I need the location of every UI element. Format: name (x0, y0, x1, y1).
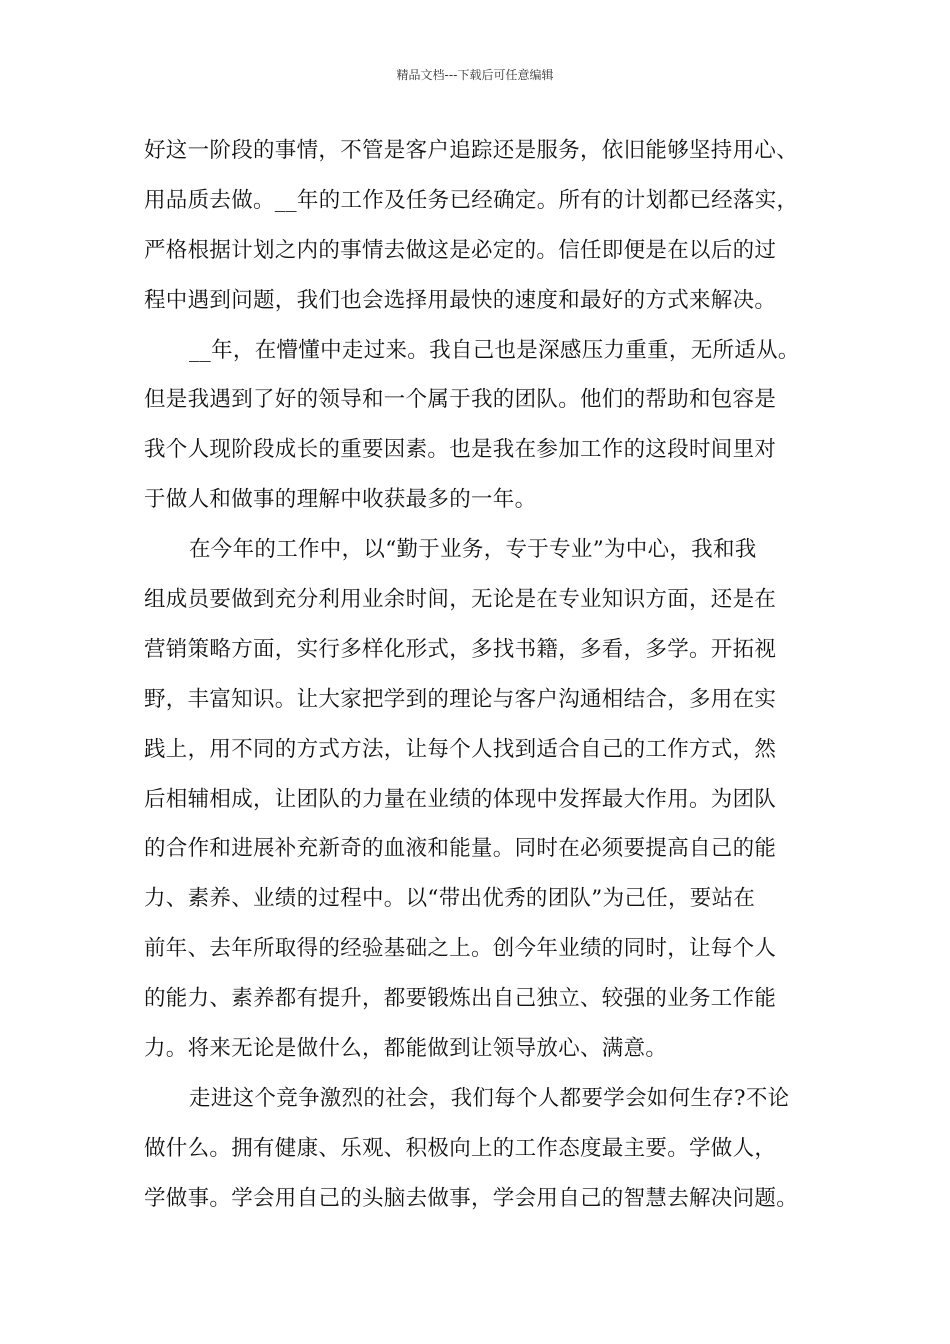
text-line: 程中遇到问题，我们也会选择用最快的速度和最好的方式来解决。 (144, 287, 777, 313)
page-header: 精品文档---下载后可任意编辑 (396, 68, 554, 82)
text-line: 好这一阶段的事情，不管是客户追踪还是服务，依旧能够坚持用心、 (144, 138, 799, 163)
text-line: 但是我遇到了好的领导和一个属于我的团队。他们的帮助和包容是 (144, 387, 777, 413)
text-line: 于做人和做事的理解中收获最多的一年。 (144, 487, 537, 513)
text-line: 力、素养、业绩的过程中。以“带出优秀的团队”为己任，要站在 (144, 886, 756, 912)
text-line: 的合作和进展补充新奇的血液和能量。同时在必须要提高自己的能 (144, 836, 777, 862)
text-line: 后相辅相成，让团队的力量在业绩的体现中发挥最大作用。为团队 (144, 786, 777, 812)
text-line: 前年、去年所取得的经验基础之上。创今年业绩的同时，让每个人 (144, 936, 777, 962)
text-line: 组成员要做到充分利用业余时间，无论是在专业知识方面，还是在 (144, 587, 777, 613)
text-line: 在今年的工作中，以“勤于业务，专于专业”为中心，我和我 (189, 537, 757, 563)
text-line: __年，在懵懂中走过来。我自己也是深感压力重重，无所适从。 (189, 337, 800, 363)
text-line: 学做事。学会用自己的头脑去做事，学会用自己的智慧去解决问题。 (144, 1185, 799, 1211)
text-line: 力。将来无论是做什么，都能做到让领导放心、满意。 (144, 1036, 668, 1062)
text-line: 践上，用不同的方式方法，让每个人找到适合自己的工作方式，然 (144, 736, 777, 762)
text-line: 用品质去做。__年的工作及任务已经确定。所有的计划都已经落实， (144, 187, 799, 213)
text-line: 我个人现阶段成长的重要因素。也是我在参加工作的这段时间里对 (144, 437, 777, 463)
text-line: 做什么。拥有健康、乐观、积极向上的工作态度最主要。学做人， (144, 1135, 777, 1161)
text-line: 的能力、素养都有提升，都要锻炼出自己独立、较强的业务工作能 (144, 986, 777, 1012)
text-line: 走进这个竞争激烈的社会，我们每个人都要学会如何生存?不论 (189, 1085, 790, 1111)
document-body (144, 126, 834, 1224)
text-line: 严格根据计划之内的事情去做这是必定的。信任即便是在以后的过 (144, 237, 777, 263)
text-line: 营销策略方面，实行多样化形式，多找书籍，多看，多学。开拓视 (144, 636, 777, 662)
text-line: 野，丰富知识。让大家把学到的理论与客户沟通相结合，多用在实 (144, 686, 777, 712)
